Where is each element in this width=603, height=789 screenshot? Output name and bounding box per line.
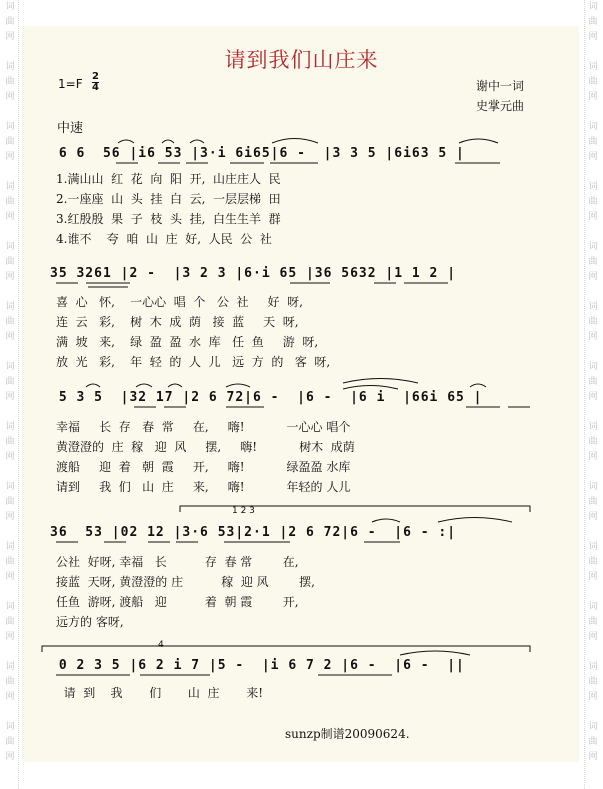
- lyricist-credit: 谢中一词: [476, 79, 525, 93]
- watermark-text: 词 曲 网: [5, 542, 15, 582]
- time-signature-bottom: 4: [92, 82, 99, 93]
- notation-line-1: 6 6 56 |i6 53 |3·i 6i65|6 - |3 3 5 |6i63 5 |: [50, 146, 465, 161]
- tempo-marking: 中速: [57, 121, 84, 136]
- watermark-text: 词 曲 网: [5, 2, 15, 42]
- watermark-text: 词 曲 网: [588, 542, 598, 582]
- watermark-text: 词 曲 网: [5, 242, 15, 282]
- watermark-text: 词 曲 网: [5, 122, 15, 162]
- watermark-text: 词 曲 网: [588, 422, 598, 462]
- watermark-text: 词 曲 网: [5, 602, 15, 642]
- lyric-line-2-2: 连 云 彩, 树 木 成 荫 接 蓝 天 呀,: [56, 315, 299, 329]
- watermark-text: 词 曲 网: [588, 2, 598, 42]
- watermark-text: 词 曲 网: [588, 242, 598, 282]
- lyric-line-4-3: 任鱼 游呀, 渡船 迎 着 朝 霞 开,: [56, 595, 299, 609]
- notation-line-4: 36 53 |02 12 |3·6 53|2·1 |2 6 72|6 - |6 - :|: [50, 525, 457, 540]
- watermark-text: 词 曲 网: [588, 302, 598, 342]
- watermark-text: 词 曲 网: [5, 182, 15, 222]
- watermark-text: 词 曲 网: [5, 422, 15, 462]
- watermark-text: 词 曲 网: [5, 302, 15, 342]
- watermark-text: 词 曲 网: [588, 722, 598, 762]
- watermark-text: 词 曲 网: [588, 662, 598, 702]
- lyric-line-3-4: 请到 我 们 山 庄 来, 嗨! 年轻的 人儿: [56, 480, 351, 494]
- lyric-line-3-1: 幸福 长 存 春 常 在, 嗨! 一心心 唱个: [56, 420, 351, 434]
- watermark-text: 词 曲 网: [5, 482, 15, 522]
- watermark-text: 词 曲 网: [588, 482, 598, 522]
- time-signature-top: 2: [92, 71, 99, 82]
- footer-credit: sunzp制谱20090624.: [285, 727, 410, 741]
- lyric-line-4-2: 接蓝 天呀, 黄澄澄的 庄 稼 迎 风 摆,: [56, 575, 315, 589]
- lyric-line-2-3: 满 坡 来, 绿 盈 盈 水 库 任 鱼 游 呀,: [56, 335, 319, 349]
- watermark-text: 词 曲 网: [588, 62, 598, 102]
- volta-2-label: 4: [158, 640, 164, 650]
- watermark-text: 词 曲 网: [588, 182, 598, 222]
- lyric-line-2-4: 放 光 彩, 年 轻 的 人 儿 远 方 的 客 呀,: [56, 355, 331, 369]
- watermark-text: 词 曲 网: [588, 602, 598, 642]
- lyric-line-1-2: 2.一座座 山 头 挂 白 云, 一层层梯 田: [56, 192, 281, 206]
- lyric-line-4-4: 远方的 客呀,: [56, 615, 124, 629]
- lyric-line-2-1: 喜 心 怀, 一心心 唱 个 公 社 好 呀,: [56, 295, 303, 309]
- lyric-line-3-3: 渡船 迎 着 朝 霞 开, 嗨! 绿盈盈 水库: [56, 460, 351, 474]
- notation-line-5: 0 2 3 5 |6 2 i 7 |5 - |i 6 7 2 |6 - |6 - ||: [50, 658, 465, 673]
- notation-line-2: 35 3261 |2 - |3 2 3 |6·i 65 |36 5632 |1 1 2 |: [50, 266, 457, 281]
- time-signature: [92, 72, 99, 93]
- lyric-line-5-1: 请 到 我 们 山 庄 来!: [56, 686, 264, 700]
- key-signature: 1=F: [58, 77, 83, 91]
- volta-1-label: 1 2 3: [232, 506, 255, 516]
- song-title: 请到我们山庄来: [224, 48, 379, 72]
- watermark-right: [584, 0, 601, 789]
- lyric-line-3-2: 黄澄澄的 庄 稼 迎 风 摆, 嗨! 树木 成荫: [56, 440, 355, 454]
- lyric-line-1-1: 1.满山山 红 花 向 阳 开, 山庄庄人 民: [56, 172, 281, 186]
- watermark-text: 词 曲 网: [5, 722, 15, 762]
- watermark-left: [2, 0, 19, 789]
- watermark-text: 词 曲 网: [5, 62, 15, 102]
- watermark-text: 词 曲 网: [588, 362, 598, 402]
- watermark-text: 词 曲 网: [5, 362, 15, 402]
- lyric-line-1-3: 3.红殷殷 果 子 枝 头 挂, 白生生羊 群: [56, 212, 281, 226]
- watermark-text: 词 曲 网: [588, 122, 598, 162]
- composer-credit: 史掌元曲: [476, 99, 525, 113]
- notation-line-3: 5 3 5 |32 17 |2 6 72|6 - |6 - |6 i |66i 65 |: [50, 390, 483, 405]
- lyric-line-1-4: 4.谁不 夸 咱 山 庄 好, 人民 公 社: [56, 232, 272, 246]
- lyric-line-4-1: 公社 好呀, 幸福 长 存 春 常 在,: [56, 555, 299, 569]
- watermark-text: 词 曲 网: [5, 662, 15, 702]
